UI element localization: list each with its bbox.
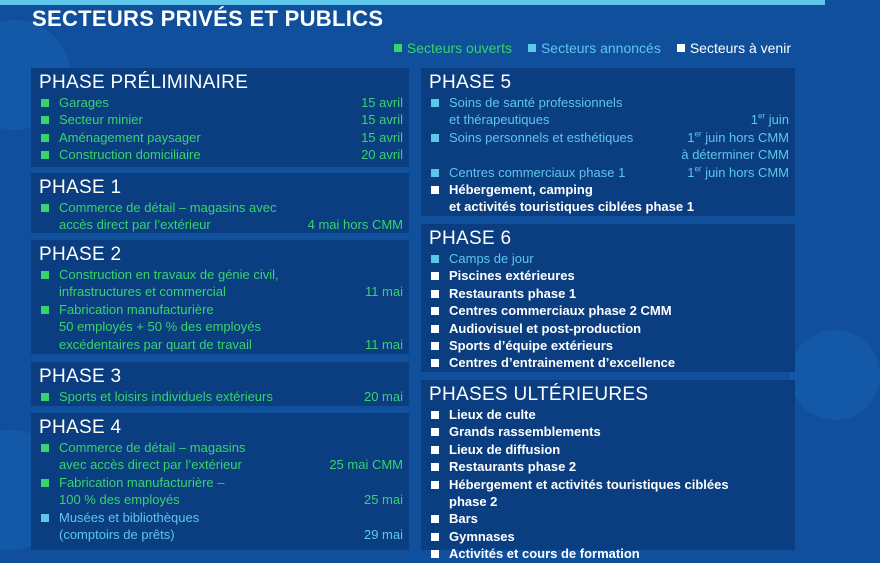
item-label: Gymnases (449, 528, 515, 544)
date-superscript: er (694, 129, 702, 139)
panel-title: PHASE 2 (39, 244, 122, 265)
panel-title: PHASE 3 (39, 366, 122, 387)
blue-square-icon (41, 514, 49, 522)
list-item (39, 129, 403, 146)
list-item-continuation (39, 456, 403, 473)
list-item (429, 285, 789, 302)
panel-phase-5 (421, 68, 795, 216)
blue-square-icon (528, 44, 536, 52)
green-square-icon (41, 134, 49, 142)
list-item (429, 320, 789, 337)
green-square-icon (41, 479, 49, 487)
legend-item-open (394, 40, 512, 56)
list-item (39, 474, 403, 491)
item-label: Musées et bibliothèques (59, 509, 200, 525)
item-label: Activités et cours de formation (449, 546, 640, 562)
item-label: Restaurants phase 2 (449, 459, 577, 475)
blue-square-icon (431, 255, 439, 263)
item-label: Centres commerciaux phase 1 (449, 164, 626, 180)
item-label: Camps de jour (449, 251, 534, 266)
white-square-icon (431, 463, 439, 471)
item-label: avec accès direct par l’extérieur (59, 457, 242, 473)
virus-decoration-right (790, 330, 880, 420)
list-item (429, 441, 789, 458)
item-date: 11 mai (364, 336, 403, 352)
item-label: Bars (449, 511, 478, 527)
list-item-continuation (39, 336, 403, 353)
item-label: Commerce de détail – magasins (59, 440, 246, 455)
legend-item-announced (528, 40, 661, 56)
item-date: 15 avril (361, 112, 403, 128)
legend (394, 40, 791, 56)
item-label: Hébergement, camping (449, 182, 593, 198)
item-date: 1er juin (750, 112, 789, 128)
list-item (429, 181, 789, 198)
item-label: et thérapeutiques (449, 112, 550, 128)
page-title: SECTEURS PRIVÉS ET PUBLICS (32, 6, 384, 31)
item-date: 29 mai (363, 527, 403, 543)
item-date: 20 avril (361, 147, 403, 163)
list-item (429, 510, 789, 527)
white-square-icon (431, 342, 439, 350)
legend-label: Secteurs à venir (689, 40, 791, 56)
item-date: à déterminer CMM (681, 147, 789, 163)
item-label: Centres commerciaux phase 2 CMM (449, 303, 672, 319)
list-item (429, 250, 789, 267)
item-label: Commerce de détail – magasins avec (59, 200, 277, 215)
panel-title: PHASE 4 (39, 417, 122, 438)
item-label: Secteur minier (59, 112, 143, 128)
item-date: 15 avril (361, 129, 403, 145)
top-accent-bar (0, 0, 825, 5)
white-square-icon (431, 428, 439, 436)
list-item (39, 509, 403, 526)
white-square-icon (431, 446, 439, 454)
list-item (429, 337, 789, 354)
panel-title: PHASE 5 (429, 72, 512, 93)
panel-phase-4 (31, 413, 409, 550)
item-date: 25 mai CMM (329, 457, 403, 473)
item-label: Lieux de diffusion (449, 441, 561, 457)
list-item (429, 302, 789, 319)
panel-phases-ulterieures (421, 380, 795, 562)
legend-label: Secteurs annoncés (540, 40, 661, 56)
date-rest: juin hors CMM (701, 129, 789, 145)
list-item (39, 266, 403, 283)
green-square-icon (41, 116, 49, 124)
white-square-icon (431, 290, 439, 298)
list-item (429, 545, 789, 562)
item-date: 15 avril (361, 95, 403, 110)
date-rest: juin (765, 112, 789, 128)
legend-item-upcoming (677, 40, 791, 56)
white-square-icon (431, 481, 439, 489)
white-square-icon (431, 515, 439, 523)
panel-title: PHASE 6 (429, 228, 512, 249)
list-item-continuation (429, 493, 789, 510)
item-date: 1er juin hors CMM (687, 164, 789, 180)
item-label: Construction domiciliaire (59, 147, 201, 163)
item-label: Hébergement et activités touristiques ciblées (449, 476, 729, 492)
item-label: Construction en travaux de génie civil, (59, 267, 279, 282)
list-item (429, 528, 789, 545)
legend-label: Secteurs ouverts (406, 40, 512, 56)
green-square-icon (41, 306, 49, 314)
list-item-continuation (429, 146, 789, 163)
item-date: 1er juin hors CMM (687, 129, 789, 145)
item-label: infrastructures et commercial (59, 284, 226, 300)
white-square-icon (431, 307, 439, 315)
panel-title: PHASE PRÉLIMINAIRE (39, 72, 249, 93)
green-square-icon (41, 151, 49, 159)
item-label: Fabrication manufacturière (59, 301, 214, 317)
item-label: Fabrication manufacturière – (59, 474, 225, 490)
list-item-continuation (39, 283, 403, 300)
item-label: Aménagement paysager (59, 129, 201, 145)
list-item (429, 267, 789, 284)
item-label: Soins personnels et esthétiques (449, 129, 634, 145)
item-date: 25 mai (363, 492, 403, 508)
list-item (39, 301, 403, 318)
item-label: Restaurants phase 1 (449, 285, 577, 301)
white-square-icon (431, 272, 439, 280)
panel-phase-6 (421, 224, 795, 372)
item-label: Sports d’équipe extérieurs (449, 338, 613, 354)
list-item-continuation (39, 526, 403, 543)
panel-title: PHASES ULTÉRIEURES (429, 384, 649, 405)
item-label: Garages (59, 95, 109, 110)
item-label: 100 % des employés (59, 492, 180, 508)
item-label: et activités touristiques ciblées phase 1 (449, 199, 694, 215)
date-superscript: er (758, 112, 766, 122)
list-item (429, 129, 789, 146)
item-label: Lieux de culte (449, 407, 536, 422)
panel-phase-3 (31, 362, 409, 406)
panel-phase-2 (31, 240, 409, 354)
list-item (429, 476, 789, 493)
date-superscript: er (694, 164, 702, 174)
panel-phase-1 (31, 173, 409, 233)
green-square-icon (394, 44, 402, 52)
item-label: Centres d’entrainement d’excellence (449, 355, 676, 371)
item-date: 11 mai (364, 284, 403, 300)
white-square-icon (431, 359, 439, 367)
list-item (429, 423, 789, 440)
list-item (429, 94, 789, 111)
list-item-continuation (429, 198, 789, 215)
white-square-icon (431, 550, 439, 558)
item-label: excédentaires par quart de travail (59, 336, 252, 352)
list-item-continuation (39, 318, 403, 335)
item-label: phase 2 (449, 494, 498, 510)
item-label: (comptoirs de prêts) (59, 527, 175, 543)
green-square-icon (41, 393, 49, 401)
list-item (429, 406, 789, 423)
item-label: Soins de santé professionnels (449, 95, 623, 110)
list-item-continuation (429, 111, 789, 128)
green-square-icon (41, 99, 49, 107)
item-label: accès direct par l’extérieur (59, 217, 211, 233)
white-square-icon (431, 325, 439, 333)
green-square-icon (41, 204, 49, 212)
item-date: 4 mai hors CMM (307, 217, 403, 233)
panel-phase-preliminaire (31, 68, 409, 167)
blue-square-icon (431, 99, 439, 107)
item-label: Grands rassemblements (449, 424, 601, 440)
white-square-icon (677, 44, 685, 52)
blue-square-icon (431, 134, 439, 142)
list-item (429, 354, 789, 371)
list-item (39, 199, 403, 216)
item-label: 50 employés + 50 % des employés (59, 319, 261, 335)
list-item-continuation (39, 491, 403, 508)
list-item-continuation (39, 216, 403, 233)
list-item (429, 164, 789, 181)
blue-square-icon (431, 169, 439, 177)
list-item (429, 458, 789, 475)
panel-title: PHASE 1 (39, 177, 122, 198)
item-label: Sports et loisirs individuels extérieurs (59, 389, 273, 404)
green-square-icon (41, 444, 49, 452)
list-item (39, 146, 403, 163)
white-square-icon (431, 186, 439, 194)
item-date: 20 mai (363, 389, 403, 404)
list-item (39, 111, 403, 128)
white-square-icon (431, 533, 439, 541)
white-square-icon (431, 411, 439, 419)
item-label: Audiovisuel et post-production (449, 320, 642, 336)
item-label: Piscines extérieures (449, 268, 575, 284)
list-item (39, 94, 403, 111)
green-square-icon (41, 271, 49, 279)
list-item (39, 439, 403, 456)
list-item (39, 388, 403, 405)
date-rest: juin hors CMM (701, 164, 789, 180)
